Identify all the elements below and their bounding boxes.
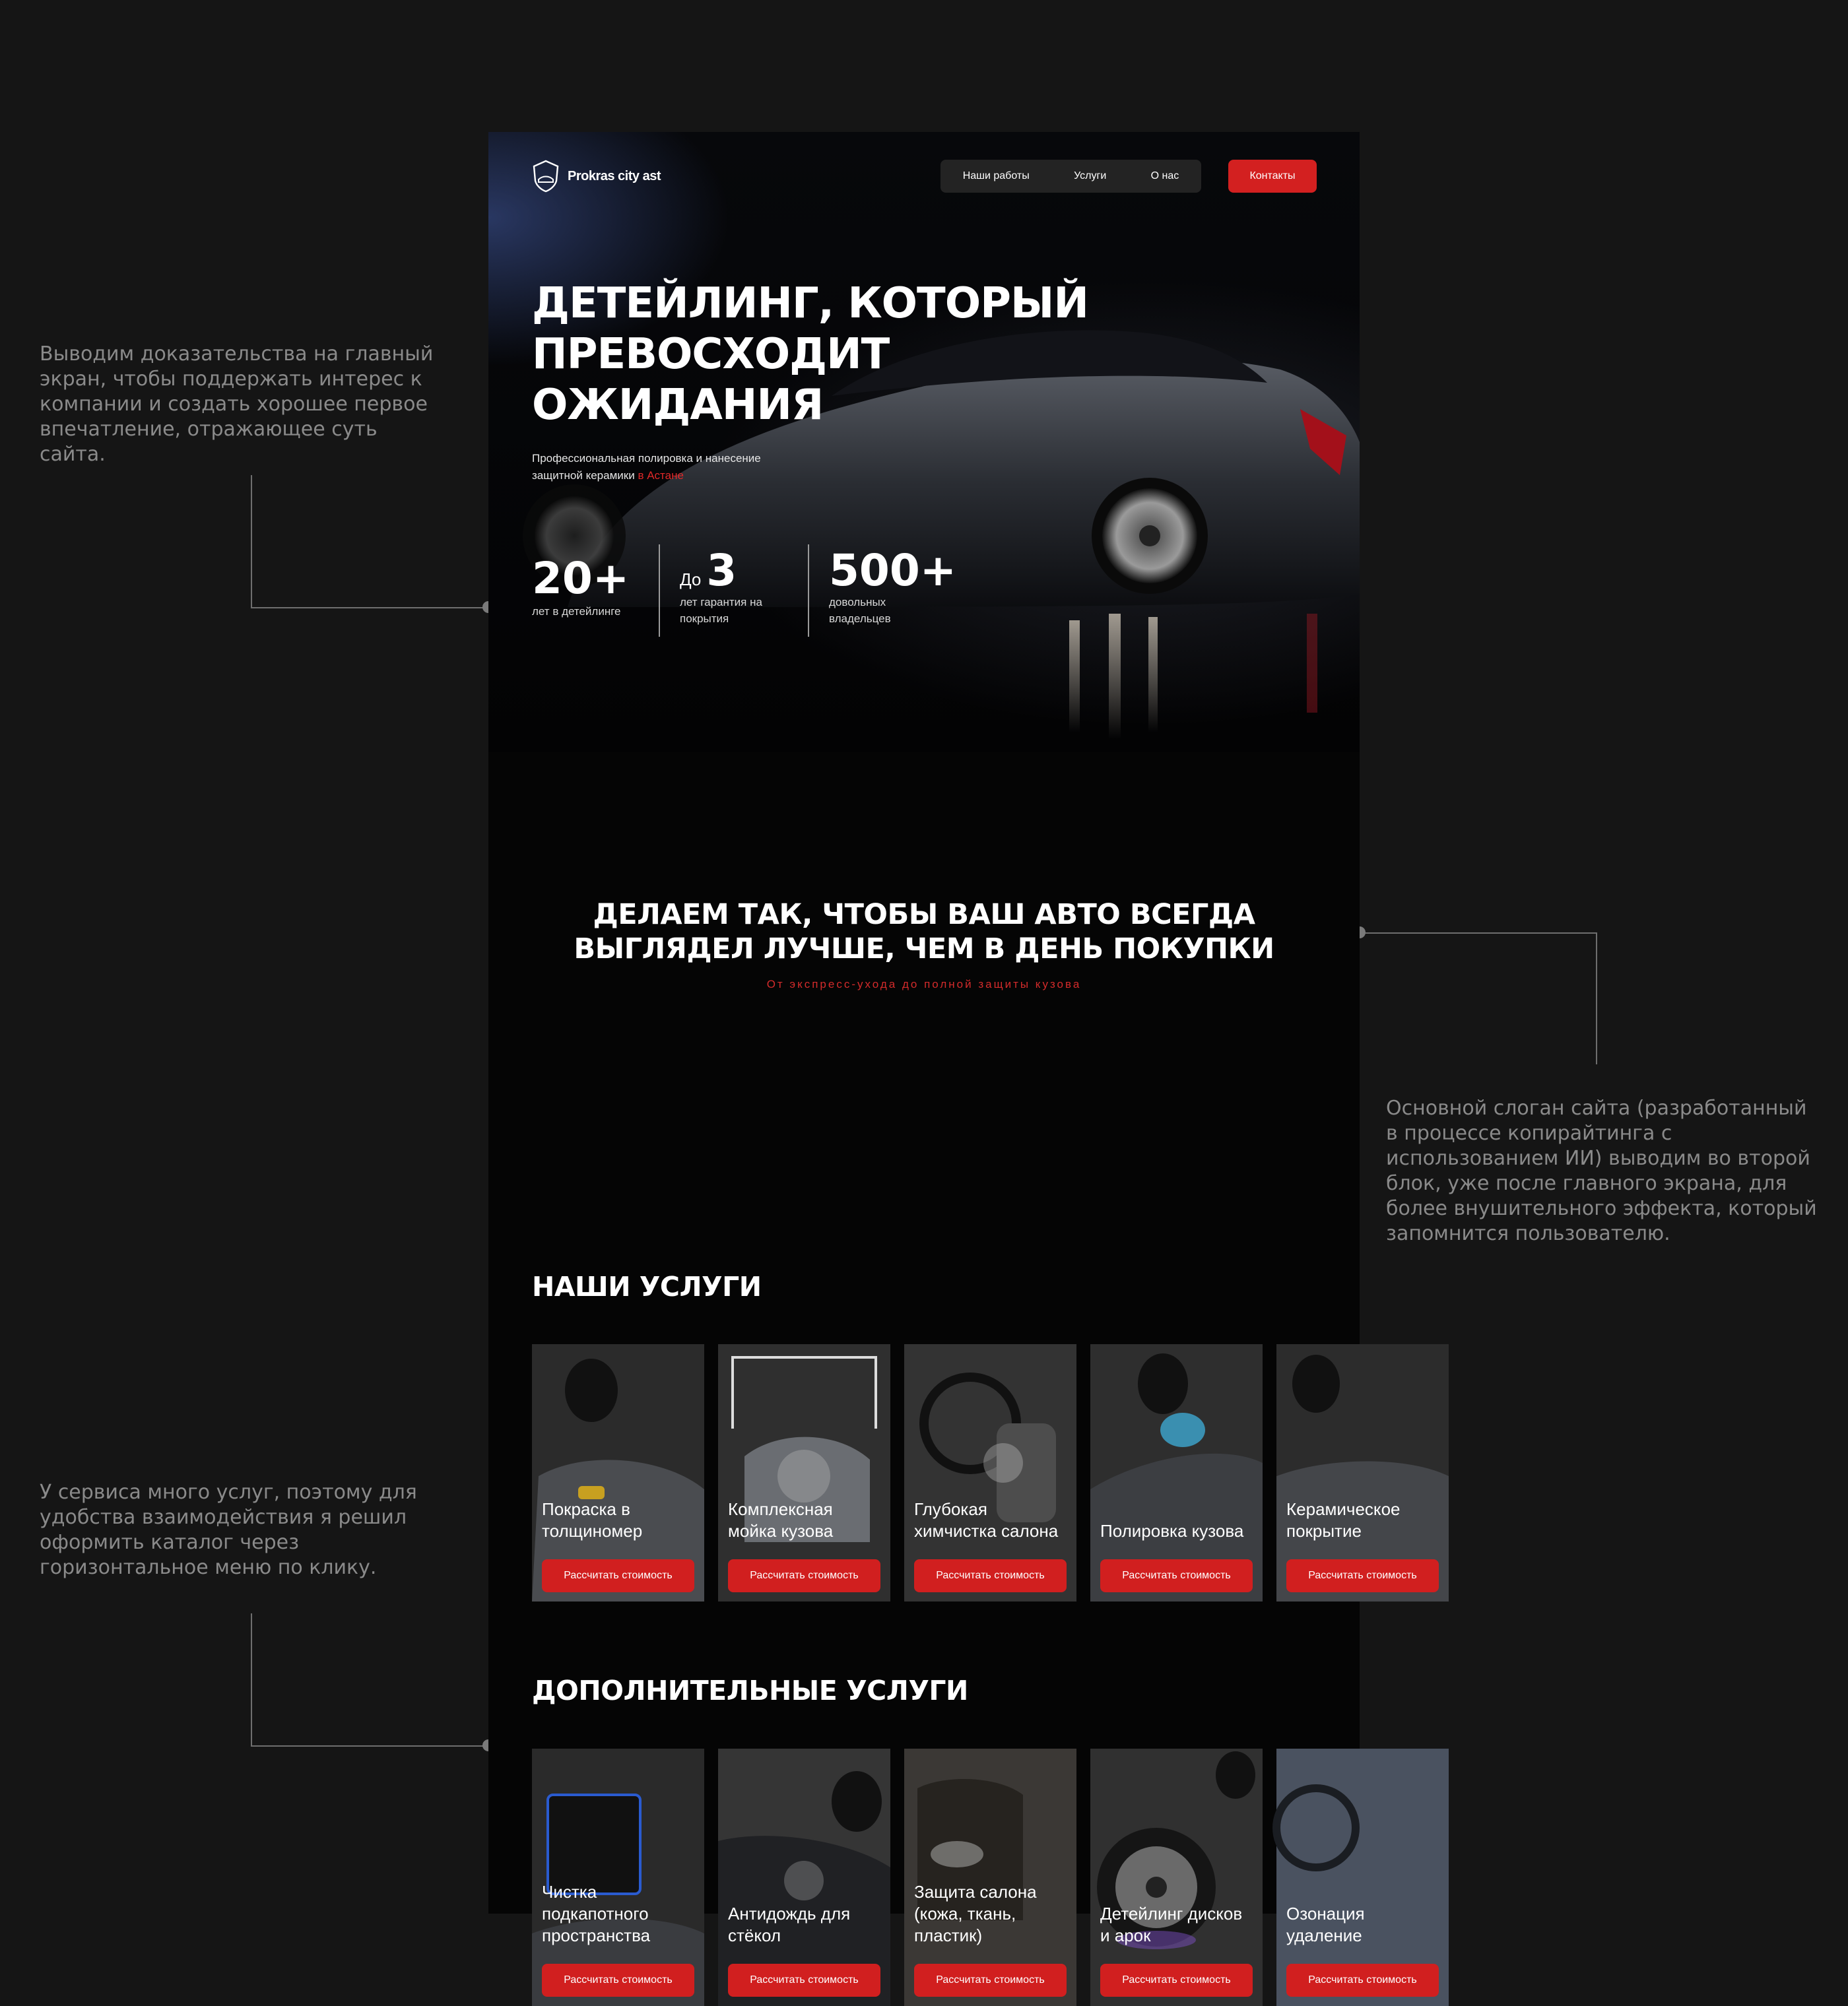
service-card[interactable]: [904, 1344, 1076, 1602]
brand-logo[interactable]: [532, 160, 661, 193]
calculate-price-button[interactable]: Рассчитать стоимость: [1286, 1964, 1439, 1997]
calculate-price-button[interactable]: Рассчитать стоимость: [914, 1559, 1067, 1592]
calculate-price-button[interactable]: Рассчитать стоимость: [728, 1559, 880, 1592]
hero-title: ДЕТЕЙЛИНГ, КОТОРЫЙ ПРЕВОСХОДИТ ОЖИДАНИЯ: [532, 279, 1088, 430]
extra-service-card[interactable]: [1090, 1749, 1263, 2006]
stat-owners-label: довольных владельцев: [829, 596, 891, 625]
hero-subtitle: [532, 450, 796, 484]
contacts-button[interactable]: Контакты: [1228, 160, 1317, 193]
calculate-price-button[interactable]: Рассчитать стоимость: [914, 1964, 1067, 1997]
service-card-title: Покраска в толщиномер: [542, 1499, 643, 1541]
extra-service-card[interactable]: [718, 1749, 890, 2006]
slogan-subtitle: От экспресс-ухода до полной защиты кузова: [766, 978, 1082, 990]
stat-years: [532, 553, 630, 620]
calculate-price-button[interactable]: Рассчитать стоимость: [1100, 1964, 1253, 1997]
service-card-title: Детейлинг дисков и арок: [1100, 1904, 1243, 1945]
service-card[interactable]: [532, 1344, 704, 1602]
services-annotation: У сервиса много услуг, поэтому для удобства взаимодействия я решил оформить каталог через горизонтальное меню по клику.: [40, 1481, 417, 1579]
slogan-title: ДЕЛАЕМ ТАК, ЧТОБЫ ВАШ АВТО ВСЕГДА ВЫГЛЯДЕЛ ЛУЧШЕ, ЧЕМ В ДЕНЬ ПОКУПКИ: [574, 898, 1274, 965]
service-card[interactable]: [1090, 1344, 1263, 1602]
service-card-title: Комплексная мойка кузова: [728, 1499, 834, 1541]
website-mockup: [488, 132, 1417, 1986]
nav-services[interactable]: Услуги: [1074, 170, 1107, 181]
extra-service-card[interactable]: [532, 1749, 704, 2006]
hero-subtitle-text: Профессиональная полировка и нанесение защитной керамики: [532, 452, 761, 482]
service-card-title: Защита салона (кожа, ткань, пластик): [914, 1882, 1037, 1945]
calculate-price-button[interactable]: Рассчитать стоимость: [542, 1559, 694, 1592]
stat-owners-value: 500+: [829, 545, 957, 596]
extra-service-card[interactable]: [1276, 1749, 1449, 2006]
brand-name: Prokras city ast: [568, 168, 661, 183]
services-carousel[interactable]: [532, 1344, 1456, 1602]
services-title: НАШИ УСЛУГИ: [532, 1271, 762, 1303]
stat-warranty: [680, 545, 762, 627]
shield-logo-icon: [532, 160, 560, 193]
hero-annotation-connector: [251, 475, 489, 608]
service-card-title: Полировка кузова: [1100, 1521, 1244, 1541]
nav-about[interactable]: О нас: [1150, 170, 1179, 181]
stat-warranty-value: 3: [706, 545, 737, 596]
calculate-price-button[interactable]: Рассчитать стоимость: [1286, 1559, 1439, 1592]
service-card[interactable]: [718, 1344, 890, 1602]
car-image: [488, 132, 1360, 752]
stat-owners: [829, 545, 957, 627]
slogan-annotation: Основной слоган сайта (разработанный в процессе копирайтинга с использованием ИИ) выводим во второй блок, уже после главного экрана, для более внушительного эффекта, который запомнится пользователю.: [1386, 1097, 1817, 1245]
service-card[interactable]: [1276, 1344, 1449, 1602]
stat-warranty-prefix: До: [680, 569, 702, 589]
extra-services-title: ДОПОЛНИТЕЛЬНЫЕ УСЛУГИ: [532, 1675, 968, 1706]
hero-section: [488, 132, 1360, 752]
service-card-title: Чистка подкапотного пространства: [542, 1882, 651, 1945]
services-annotation-connector: [251, 1613, 489, 1747]
service-card-title: Антидождь для стёкол: [728, 1904, 851, 1945]
stat-divider: [808, 544, 809, 637]
calculate-price-button[interactable]: Рассчитать стоимость: [1100, 1559, 1253, 1592]
stat-years-value: 20+: [532, 553, 630, 604]
slogan-annotation-connector: [1360, 932, 1597, 1064]
calculate-price-button[interactable]: Рассчитать стоимость: [542, 1964, 694, 1997]
nav-our-works[interactable]: Наши работы: [962, 170, 1030, 181]
stat-years-label: лет в детейлинге: [532, 605, 621, 618]
stat-warranty-label: лет гарантия на покрытия: [680, 596, 762, 625]
main-navigation: [940, 160, 1201, 193]
hero-subtitle-city: в Астане: [638, 469, 684, 482]
hero-annotation: Выводим доказательства на главный экран, чтобы поддержать интерес к компании и создать хорошее первое впечатление, отражающее суть сайта.: [40, 342, 434, 466]
service-card-title: Керамическое покрытие: [1286, 1499, 1401, 1541]
service-card-title: Озонация удаление: [1286, 1904, 1365, 1945]
stat-divider: [659, 544, 660, 637]
service-card-title: Глубокая химчистка салона: [914, 1499, 1059, 1541]
calculate-price-button[interactable]: Рассчитать стоимость: [728, 1964, 880, 1997]
extra-service-card[interactable]: [904, 1749, 1076, 2006]
extra-services-carousel[interactable]: [532, 1749, 1456, 2006]
